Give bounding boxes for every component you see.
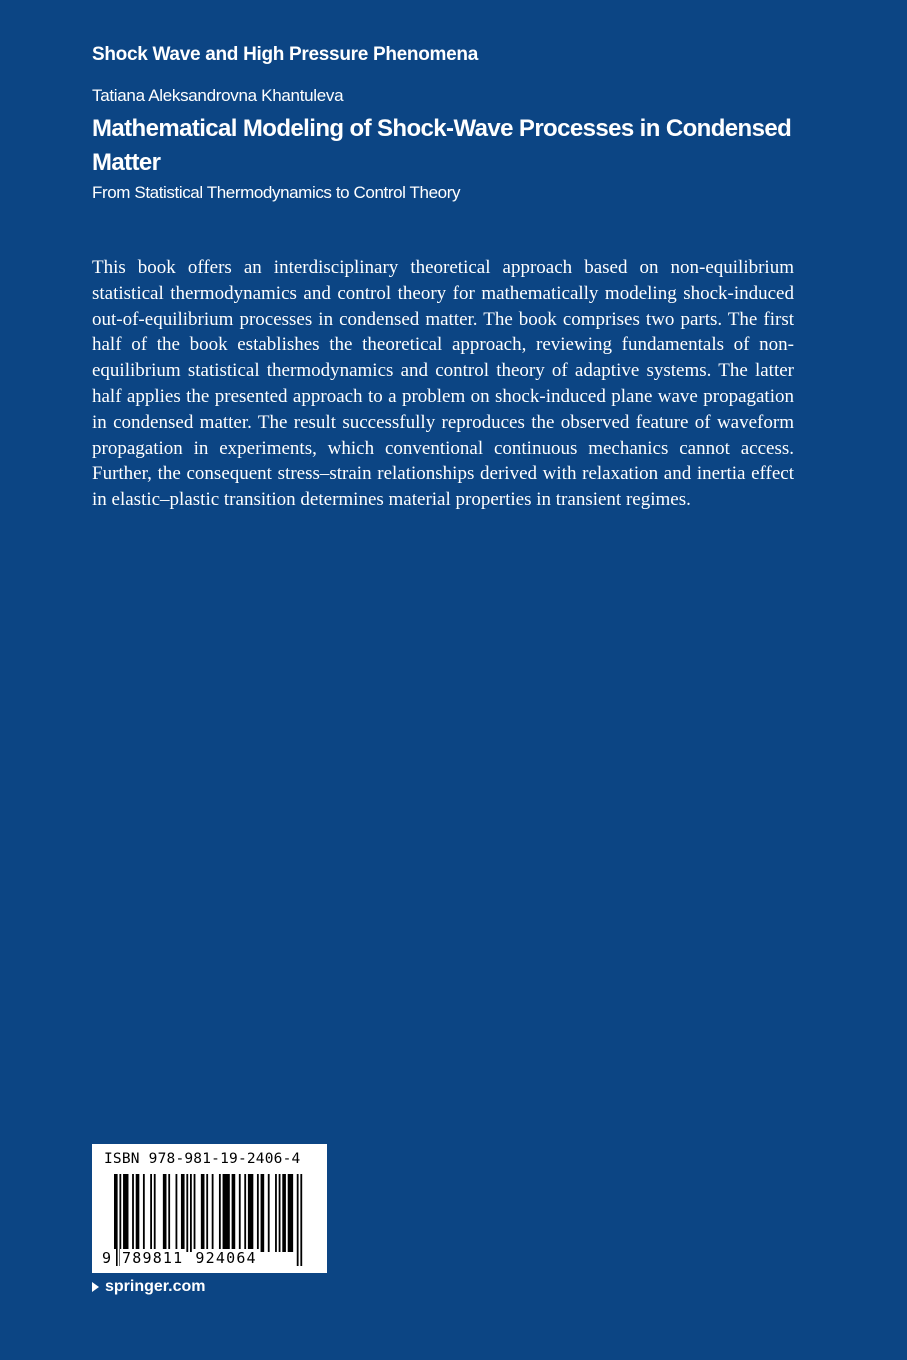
springer-link-text: springer.com <box>105 1278 206 1295</box>
isbn-label: ISBN 978-981-19-2406-4 <box>104 1151 301 1167</box>
barcode-right-group: 924064 <box>195 1249 257 1267</box>
triangle-right-icon <box>92 1282 99 1292</box>
springer-link[interactable] <box>92 1278 205 1296</box>
book-description: This book offers an interdisciplinary theoretical approach based on non-equilibrium statistical thermodynamics and control theory for mathematically modeling shock-induced out-of-equilibrium processes in condensed matter. The book comprises two parts. The first half of the book establishes the theoretical approach, reviewing fundamentals of non-equilibrium statistical thermodynamics and control theory of adaptive systems. The latter half applies the presented approach to a problem on shock-induced plane wave propagation in condensed matter. The result successfully reproduces the observed feature of waveform propagation in experiments, which conventional continuous mechanics cannot access. Further, the consequent stress–strain relationships derived with relaxation and inertia effect in elastic–plastic transition determines material properties in transient regimes. <box>92 257 794 511</box>
series-name: Shock Wave and High Pressure Phenomena <box>92 44 478 65</box>
barcode-digits <box>102 1248 317 1268</box>
barcode-first-digit: 9 <box>102 1249 116 1267</box>
isbn-barcode-box <box>92 1144 327 1273</box>
author-name: Tatiana Aleksandrovna Khantuleva <box>92 86 344 105</box>
book-subtitle: From Statistical Thermodynamics to Control Theory <box>92 183 461 202</box>
book-title: Mathematical Modeling of Shock-Wave Processes in Condensed Matter <box>92 115 792 176</box>
barcode-left-group: 789811 <box>122 1249 184 1267</box>
